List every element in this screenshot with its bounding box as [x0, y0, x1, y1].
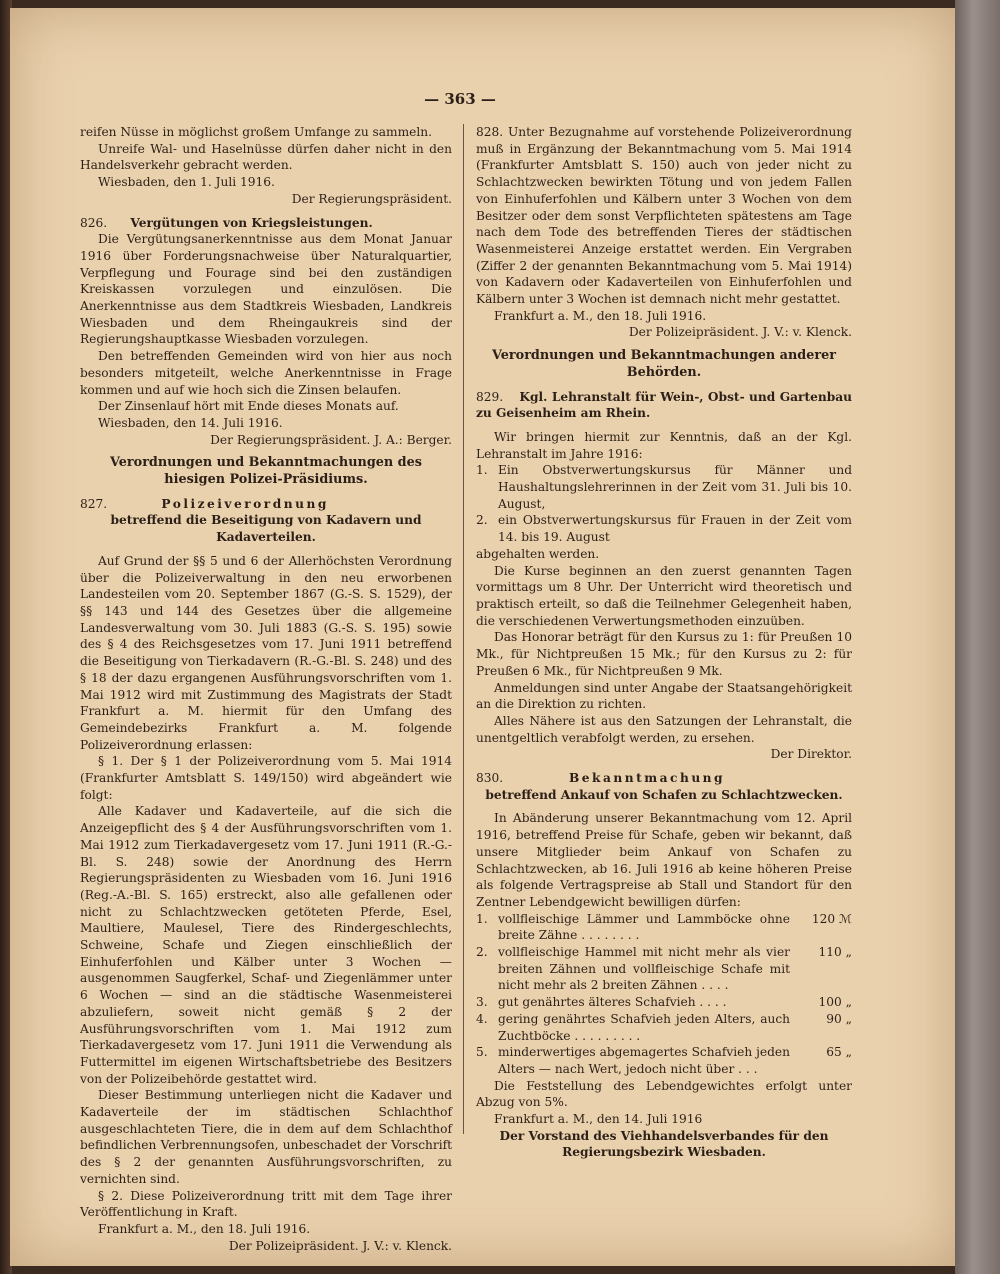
paragraph: Anmeldungen sind unter Angabe der Staatsangehörigkeit an die Direktion zu richten.: [476, 680, 852, 712]
notice-827-heading: [80, 496, 452, 513]
paragraph: Die Feststellung des Lebendgewichtes erfolgt unter Abzug von 5%.: [476, 1078, 852, 1110]
notice-title: Vergütungen von Kriegsleistungen.: [130, 215, 373, 230]
price-value: 90 „: [826, 1011, 852, 1026]
paragraph: Das Honorar beträgt für den Kursus zu 1: für Preußen 10 Mk., für Nichtpreußen 15 Mk.; für den Kursus zu 2: für Preußen 6 Mk., für Nichtpreußen 9 Mk.: [476, 630, 852, 678]
list-item-text: Ein Obstverwertungskursus für Männer und Haushaltungslehrerinnen in der Zeit vom 31. Juli bis 10. August,: [498, 463, 852, 511]
price-row: 1. vollfleischige Lämmer und Lammböcke ohne breite Zähne . . . . . . . . 120 ℳ: [476, 911, 852, 943]
paragraph: Auf Grund der §§ 5 und 6 der Allerhöchsten Verordnung über die Polizeiverwaltung in den neu erworbenen Landesteilen vom 20. September 1867 (G.-S. S. 1529), der §§ 143 und 144 des Gesetzes über die allgemeine Landesverwaltung vom 30. Juli 1883 (G.-S. S. 195) sowie des § 4 des Reichsgesetzes vom 17. Juni 1911 betreffend die Beseitigung von Tierkadavern (R.-G.-Bl. S. 248) und des § 18 der dazu ergangenen Ausführungsvorschriften vom 1. Mai 1912 wird mit Zustimmung des Magistrats der Stadt Frankfurt a. M. hiermit für den Umfang des Gemeindebezirks Frankfurt a. M. folgende Polizeiverordnung erlassen:: [80, 553, 452, 752]
list-item-text: ein Obstverwertungskursus für Frauen in der Zeit vom 14. bis 19. August: [498, 513, 852, 545]
paragraph: Die Vergütungsanerkenntnisse aus dem Monat Januar 1916 über Forderungsnachweise über Naturalquartier, Verpflegung und Fourage sind bei den zuständigen Kreiskassen vorzulegen und einzulösen. Die Anerkenntnisse aus dem Stadtkreis Wiesbaden, Landkreis Wiesbaden und dem Rheingaukreis sind der Regierungshauptkasse Wiesbaden vorzulegen.: [80, 232, 452, 347]
price-row: 2. vollfleischige Hammel mit nicht mehr als vier breiten Zähnen und vollfleischige Schafe mit nicht mehr als 2 breiten Zähnen . . . . 110 „: [476, 945, 852, 993]
price-value: 65 „: [826, 1045, 852, 1060]
section-title: Verordnungen und Bekanntmachungen des hiesigen Polizei-Präsidiums.: [110, 455, 422, 488]
paragraph: Wir bringen hiermit zur Kenntnis, daß an der Kgl. Lehranstalt im Jahre 1916:: [476, 429, 852, 461]
signature: Der Polizeipräsident. J. V.: v. Klenck.: [628, 325, 852, 340]
signature: Der Regierungspräsident.: [291, 191, 452, 206]
list-item: 2. ein Obstverwertungskursus für Frauen in der Zeit vom 14. bis 19. August: [476, 513, 852, 545]
price-value: 120 ℳ: [811, 911, 852, 926]
list-item: 1. Ein Obstverwertungskursus für Männer und Haushaltungslehrerinnen in der Zeit vom 31. Juli bis 10. August,: [476, 463, 852, 511]
paragraph: § 1. Der § 1 der Polizeiverordnung vom 5. Mai 1914 (Frankfurter Amtsblatt S. 149/150) wird abgeändert wie folgt:: [80, 754, 452, 802]
paragraph: In Abänderung unserer Bekanntmachung vom 12. April 1916, betreffend Preise für Schafe, geben wir bekannt, daß unsere Mitglieder beim Ankauf von Schafen zu Schlachtzwecken, ab 16. Juli 1916 ab keine höheren Preise als folgende Vertragspreise ab Stall und Standort für den Zentner Lebendgewicht bewilligen dürfen:: [476, 811, 852, 909]
date-line: Frankfurt a. M., den 18. Juli 1916.: [494, 308, 707, 323]
date-line: Frankfurt a. M., den 14. Juli 1916: [494, 1112, 703, 1127]
notice-829-heading: [476, 389, 852, 422]
signature: Der Regierungspräsident. J. A.: Berger.: [210, 432, 452, 447]
page-number: — 363 —: [424, 90, 496, 108]
signature: Der Direktor.: [770, 747, 852, 762]
paragraph: Unreife Wal- und Haselnüsse dürfen daher nicht in den Handelsverkehr gebracht werden.: [80, 141, 452, 173]
paragraph: abgehalten werden.: [476, 546, 600, 561]
signature: Der Polizeipräsident. J. V.: v. Klenck.: [228, 1238, 452, 1253]
book-spine: [955, 0, 1000, 1274]
column-divider: [463, 124, 464, 1134]
notice-title: Kgl. Lehranstalt für Wein-, Obst- und Gartenbau zu Geisenheim am Rhein.: [476, 389, 852, 421]
right-column: [476, 124, 852, 1161]
paragraph: Der Zinsenlauf hört mit Ende dieses Monats auf.: [98, 399, 399, 414]
notice-number: 829.: [476, 389, 504, 404]
paragraph: Alle Kadaver und Kadaverteile, auf die sich die Anzeigepflicht des § 4 der Ausführungsvorschriften vom 1. Mai 1912 zum Tierkadavergesetz vom 17. Juni 1911 (R.-G.-Bl. S. 248) sowie der Anordnung des Herrn Regierungspräsidenten zu Wiesbaden vom 16. Juni 1916 (Reg.-A.-Bl. S. 165) erstreckt, also alle gefallenen oder nicht zu Schlachtzwecken getöteten Pferde, Esel, Maultiere, Maulesel, Tiere des Rindergeschlechts, Schweine, Schafe und Ziegen einschließlich der Einhuferfohlen und Kälber unter 3 Wochen — ausgenommen Saugferkel, Schaf- und Ziegenlämmer unter 6 Wochen — sind an die städtische Wasenmeisterei abzuliefern, soweit nicht gemäß § 2 der Ausführungsvorschriften vom 1. Mai 1912 zum Tierkadavergesetz vom 17. Juni 1911 die Verwendung als Futtermittel im eigenen Wirtschaftsbetriebe des Besitzers von der Polizeibehörde gestattet wird.: [80, 804, 452, 1086]
notice-826-heading: [80, 215, 452, 232]
paragraph: 828. Unter Bezugnahme auf vorstehende Polizeiverordnung muß in Ergänzung der Bekanntmachung vom 5. Mai 1914 (Frankfurter Amtsblatt S. 150) auch von jeder nicht zu Schlachtzwecken bewirkten Tötung und von jedem Fallen von Einhuferfohlen und Kälbern unter 3 Wochen von dem Besitzer oder dem sonst Verpflichteten spätestens am Tage nach dem Tode des betreffenden Tieres der städtischen Wasenmeisterei Anzeige erstattet werden. Ein Vergraben (Ziffer 2 der genannten Bekanntmachung vom 5. Mai 1914) von Kadavern oder Kadaverteilen von Einhuferfohlen und Kälbern unter 3 Wochen ist demnach nicht mehr gestattet.: [476, 125, 852, 307]
notice-subtitle: betreffend Ankauf von Schafen zu Schlachtzwecken.: [485, 787, 843, 802]
notice-830-heading: [476, 770, 852, 787]
paragraph: Dieser Bestimmung unterliegen nicht die Kadaver und Kadaverteile der im städtischen Schlachthof ausgeschlachteten Tiere, die in dem auf dem Schlachthof befindlichen Verbrennungsofen, unbeschadet der Vorschrift des § 2 der genannten Ausführungsvorschriften, zu vernichten sind.: [80, 1088, 452, 1186]
notice-subtitle: betreffend die Beseitigung von Kadavern und Kadaverteilen.: [110, 513, 422, 545]
paragraph: Die Kurse beginnen an den zuerst genannten Tagen vormittags um 8 Uhr. Der Unterricht wird theoretisch und praktisch erteilt, so daß die Teilnehmer Gelegenheit haben, die verschiedenen Verwertungsmethoden einzuüben.: [476, 563, 852, 628]
date-line: Frankfurt a. M., den 18. Juli 1916.: [98, 1222, 311, 1236]
price-value: 110 „: [818, 945, 852, 960]
price-list: [476, 911, 852, 1078]
section-title: Verordnungen und Bekanntmachungen anderer Behörden.: [492, 348, 836, 380]
notice-number: 830.: [476, 771, 504, 786]
notice-number: 826.: [80, 215, 108, 230]
paragraph: Alles Nähere ist aus den Satzungen der Lehranstalt, die unentgeltlich verabfolgt werden, zu ersehen.: [476, 713, 852, 745]
date-line: Wiesbaden, den 1. Juli 1916.: [98, 175, 275, 190]
notice-title: Polizeiverordnung: [161, 496, 329, 511]
paragraph: Den betreffenden Gemeinden wird von hier aus noch besonders mitgeteilt, welche Anerkenntnisse in Frage kommen und auf wie hoch sich die Zinsen belaufen.: [80, 349, 452, 397]
date-line: Wiesbaden, den 14. Juli 1916.: [98, 415, 283, 430]
text-line: reifen Nüsse in möglichst großem Umfange zu sammeln.: [80, 125, 433, 139]
price-value: 100 „: [818, 995, 852, 1010]
notice-title: Bekanntmachung: [569, 771, 726, 786]
paragraph: § 2. Diese Polizeiverordnung tritt mit dem Tage ihrer Veröffentlichung in Kraft.: [80, 1188, 452, 1220]
price-row: 5. minderwertiges abgemagertes Schafvieh jeden Alters — nach Wert, jedoch nicht über . . . 65 „: [476, 1045, 852, 1076]
notice-number: 827.: [80, 496, 108, 511]
left-column: [80, 124, 452, 1254]
price-row: 3. gut genährtes älteres Schafvieh . . . . 100 „: [476, 995, 852, 1010]
signature: Der Vorstand des Viehhandelsverbandes für den Regierungsbezirk Wiesbaden.: [499, 1128, 829, 1160]
price-row: 4. gering genährtes Schafvieh jeden Alters, auch Zuchtböcke . . . . . . . . . 90 „: [476, 1011, 852, 1043]
